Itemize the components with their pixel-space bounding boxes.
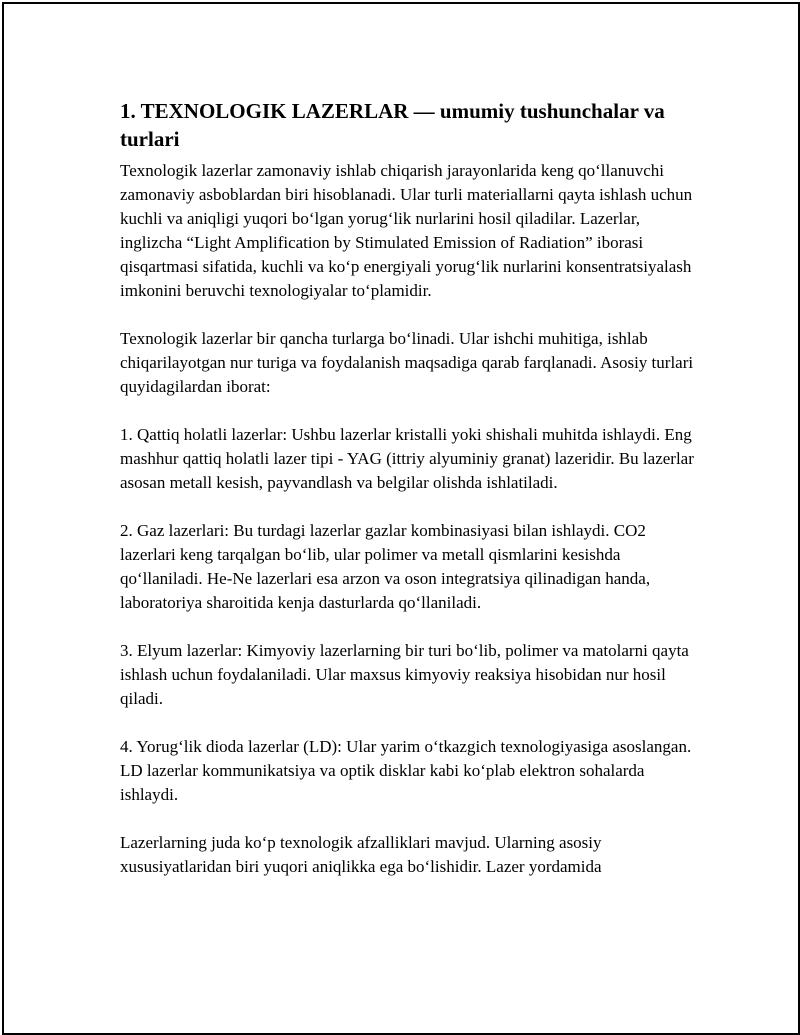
document-title: 1. TEXNOLOGIK LAZERLAR — umumiy tushunchalar va turlari bbox=[120, 99, 665, 151]
solid-state-lasers-paragraph: 1. Qattiq holatli lazerlar: Ushbu lazerlar kristalli yoki shishali muhitda ishlaydi. Eng mashhur qattiq holatli lazer tipi - YAG (ittriy alyuminiy granat) lazeridir. Bu lazerlar asosan metall kesish, payvandlash va belgilar olishda ishlatiladi. bbox=[120, 425, 694, 492]
advantages-paragraph: Lazerlarning juda ko‘p texnologik afzalliklari mavjud. Ularning asosiy xususiyatlaridan biri yuqori aniqlikka ega bo‘lishidir. Lazer yordamida bbox=[120, 833, 602, 876]
page-frame bbox=[2, 2, 800, 1035]
gas-lasers-paragraph: 2. Gaz lazerlari: Bu turdagi lazerlar gazlar kombinasiyasi bilan ishlaydi. CO2 lazerlari keng tarqalgan bo‘lib, ular polimer va metall qismlarini kesishda qo‘llaniladi. He-Ne lazerlari esa arzon va oson integratsiya qilinadigan handa, laboratoriya sharoitida kenja dasturlarda qo‘llaniladi. bbox=[120, 521, 651, 612]
document-body bbox=[120, 97, 700, 903]
types-intro-paragraph: Texnologik lazerlar bir qancha turlarga bo‘linadi. Ular ishchi muhitiga, ishlab chiqarilayotgan nur turiga va foydalanish maqsadiga qarab farqlanadi. Asosiy turlari quyidagilardan iborat: bbox=[120, 329, 694, 396]
elyum-lasers-paragraph: 3. Elyum lazerlar: Kimyoviy lazerlarning bir turi bo‘lib, polimer va matolarni qayta ishlash uchun foydalaniladi. Ular maxsus kimyoviy reaksiya hisobidan nur hosil qiladi. bbox=[120, 641, 689, 708]
intro-paragraph: Texnologik lazerlar zamonaviy ishlab chiqarish jarayonlarida keng qo‘llanuvchi zamonaviy asboblardan biri hisoblanadi. Ular turli materiallarni qayta ishlash uchun kuchli va aniqligi yuqori bo‘lgan yorug‘lik nurlarini hosil qiladilar. Lazerlar, inglizcha “Light Amplification by Stimulated Emission of Radiation” iborasi qisqartmasi sifatida, kuchli va ko‘p energiyali yorug‘lik nurlarini konsentratsiyalash imkonini beruvchi texnologiyalar to‘plamidir. bbox=[120, 161, 693, 300]
diode-lasers-paragraph: 4. Yorug‘lik dioda lazerlar (LD): Ular yarim o‘tkazgich texnologiyasiga asoslangan. LD lazerlar kommunikatsiya va optik disklar kabi ko‘plab elektron sohalarda ishlaydi. bbox=[120, 737, 692, 804]
